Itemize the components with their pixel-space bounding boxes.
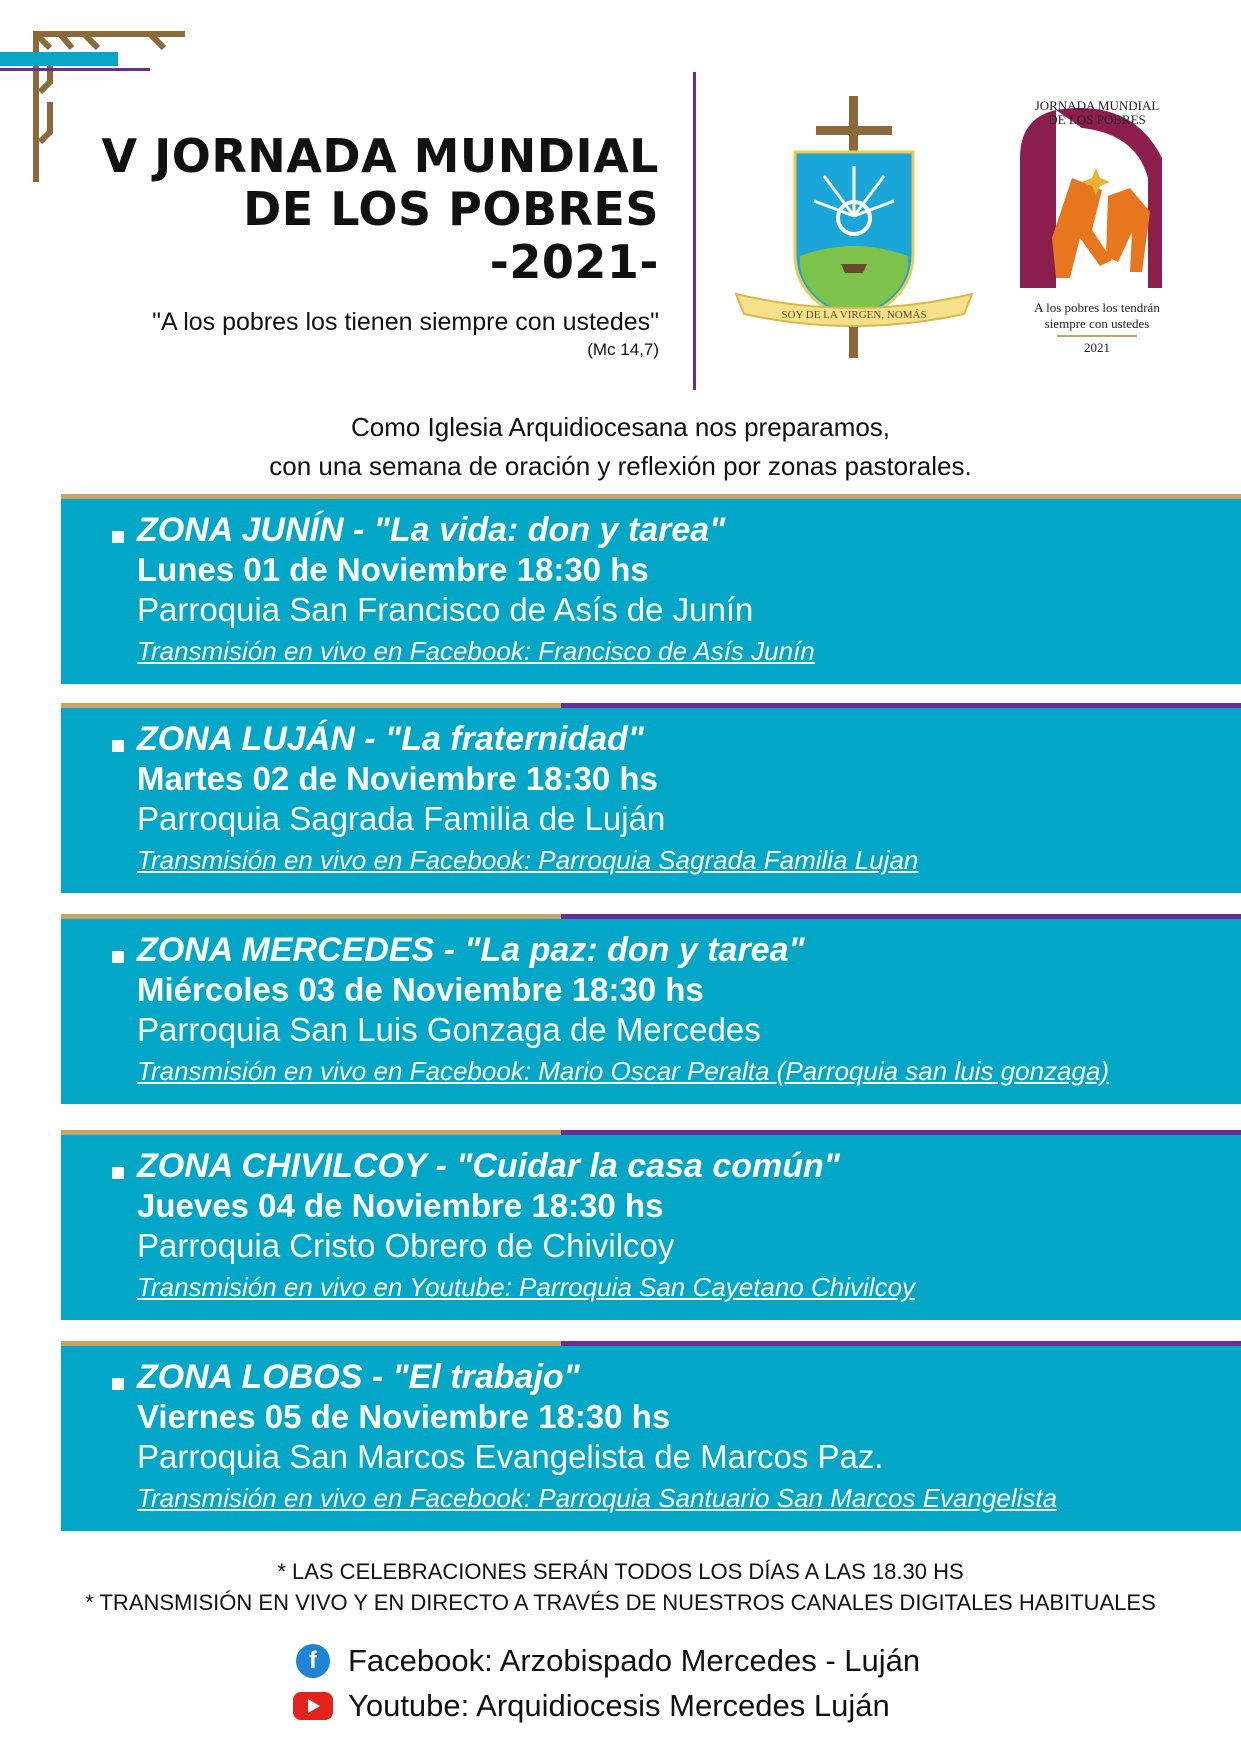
logo-arc-line-2: DE LOS POBRES — [1048, 112, 1146, 127]
youtube-icon — [293, 1692, 333, 1720]
intro-line-2: con una semana de oración y reflexión por zonas pastorales. — [269, 451, 972, 481]
zone-place: Parroquia Cristo Obrero de Chivilcoy — [137, 1227, 675, 1264]
zone-date: Martes 02 de Noviembre 18:30 hs — [137, 760, 658, 797]
bullet-icon — [112, 951, 124, 963]
logo-caption-line-1: A los pobres los tendrán — [1034, 300, 1160, 315]
zone-date: Miércoles 03 de Noviembre 18:30 hs — [137, 971, 704, 1008]
logo-year: 2021 — [1084, 340, 1110, 355]
youtube-channel[interactable]: Youtube: Arquidiocesis Mercedes Luján — [348, 1688, 890, 1723]
title-line-2: DE LOS POBRES — [243, 182, 659, 236]
note-schedule: * LAS CELEBRACIONES SERÁN TODOS LOS DÍAS A LAS 18.30 HS — [277, 1559, 964, 1584]
zone-place: Parroquia San Marcos Evangelista de Marcos Paz. — [137, 1438, 884, 1475]
zone-place: Parroquia San Luis Gonzaga de Mercedes — [137, 1011, 761, 1048]
panel-purple-bar — [561, 703, 1241, 708]
facebook-channel[interactable]: Facebook: Arzobispado Mercedes - Luján — [348, 1643, 921, 1678]
zone-panel-junin — [61, 494, 1241, 684]
zone-panel-chivilcoy — [61, 1130, 1241, 1320]
scripture-quote: "A los pobres los tienen siempre con ustedes" — [152, 308, 659, 336]
bullet-icon — [112, 1167, 124, 1179]
shield-motto: SOY DE LA VIRGEN, NOMÁS — [781, 309, 927, 321]
intro-text — [0, 408, 1241, 486]
zone-date: Viernes 05 de Noviembre 18:30 hs — [137, 1398, 671, 1435]
zone-place: Parroquia Sagrada Familia de Luján — [137, 800, 666, 837]
world-day-poor-logo — [1012, 88, 1182, 358]
zone-panel-mercedes — [61, 914, 1241, 1104]
panel-gold-bar — [61, 494, 1241, 499]
zone-stream-link[interactable]: Transmisión en vivo en Facebook: Parroquia Sagrada Familia Lujan — [137, 845, 919, 875]
zone-heading: ZONA CHIVILCOY - "Cuidar la casa común" — [137, 1147, 840, 1185]
zone-date: Lunes 01 de Noviembre 18:30 hs — [137, 551, 649, 588]
archdiocese-shield-logo — [728, 96, 978, 364]
intro-line-1: Como Iglesia Arquidiocesana nos preparamos, — [350, 412, 891, 442]
zone-stream-link[interactable]: Transmisión en vivo en Youtube: Parroquia San Cayetano Chivilcoy — [137, 1272, 916, 1302]
main-title — [102, 130, 660, 289]
zone-heading: ZONA LOBOS - "El trabajo" — [137, 1358, 580, 1396]
zone-place: Parroquia San Francisco de Asís de Junín — [137, 591, 754, 628]
facebook-icon: f — [296, 1644, 330, 1678]
zone-stream-link[interactable]: Transmisión en vivo en Facebook: Mario Oscar Peralta (Parroquia san luis gonzaga) — [137, 1056, 1110, 1086]
bullet-icon — [112, 740, 124, 752]
zone-heading: ZONA LUJÁN - "La fraternidad" — [137, 720, 645, 758]
scripture-citation: (Mc 14,7) — [587, 340, 659, 359]
zone-heading: ZONA MERCEDES - "La paz: don y tarea" — [137, 931, 805, 969]
zone-stream-link[interactable]: Transmisión en vivo en Facebook: Francisco de Asís Junín — [137, 636, 815, 666]
bullet-icon — [112, 531, 124, 543]
zone-panel-lobos — [61, 1341, 1241, 1531]
title-line-3: -2021- — [489, 235, 659, 289]
zone-date: Jueves 04 de Noviembre 18:30 hs — [137, 1187, 664, 1224]
zone-stream-link[interactable]: Transmisión en vivo en Facebook: Parroquia Santuario San Marcos Evangelista — [137, 1483, 1058, 1513]
title-line-1: V JORNADA MUNDIAL — [101, 129, 659, 183]
panel-purple-bar — [561, 1341, 1241, 1346]
zone-heading: ZONA JUNÍN - "La vida: don y tarea" — [137, 511, 726, 549]
logo-caption-line-2: siempre con ustedes — [1044, 316, 1150, 331]
panel-purple-bar — [561, 914, 1241, 919]
header-divider — [693, 72, 696, 390]
zone-panel-lujan — [61, 703, 1241, 893]
panel-purple-bar — [561, 1130, 1241, 1135]
logo-arc-line-1: JORNADA MUNDIAL — [1034, 98, 1160, 113]
bullet-icon — [112, 1378, 124, 1390]
note-transmission: * TRANSMISIÓN EN VIVO Y EN DIRECTO A TRAVÉS DE NUESTROS CANALES DIGITALES HABITUALES — [85, 1590, 1156, 1615]
